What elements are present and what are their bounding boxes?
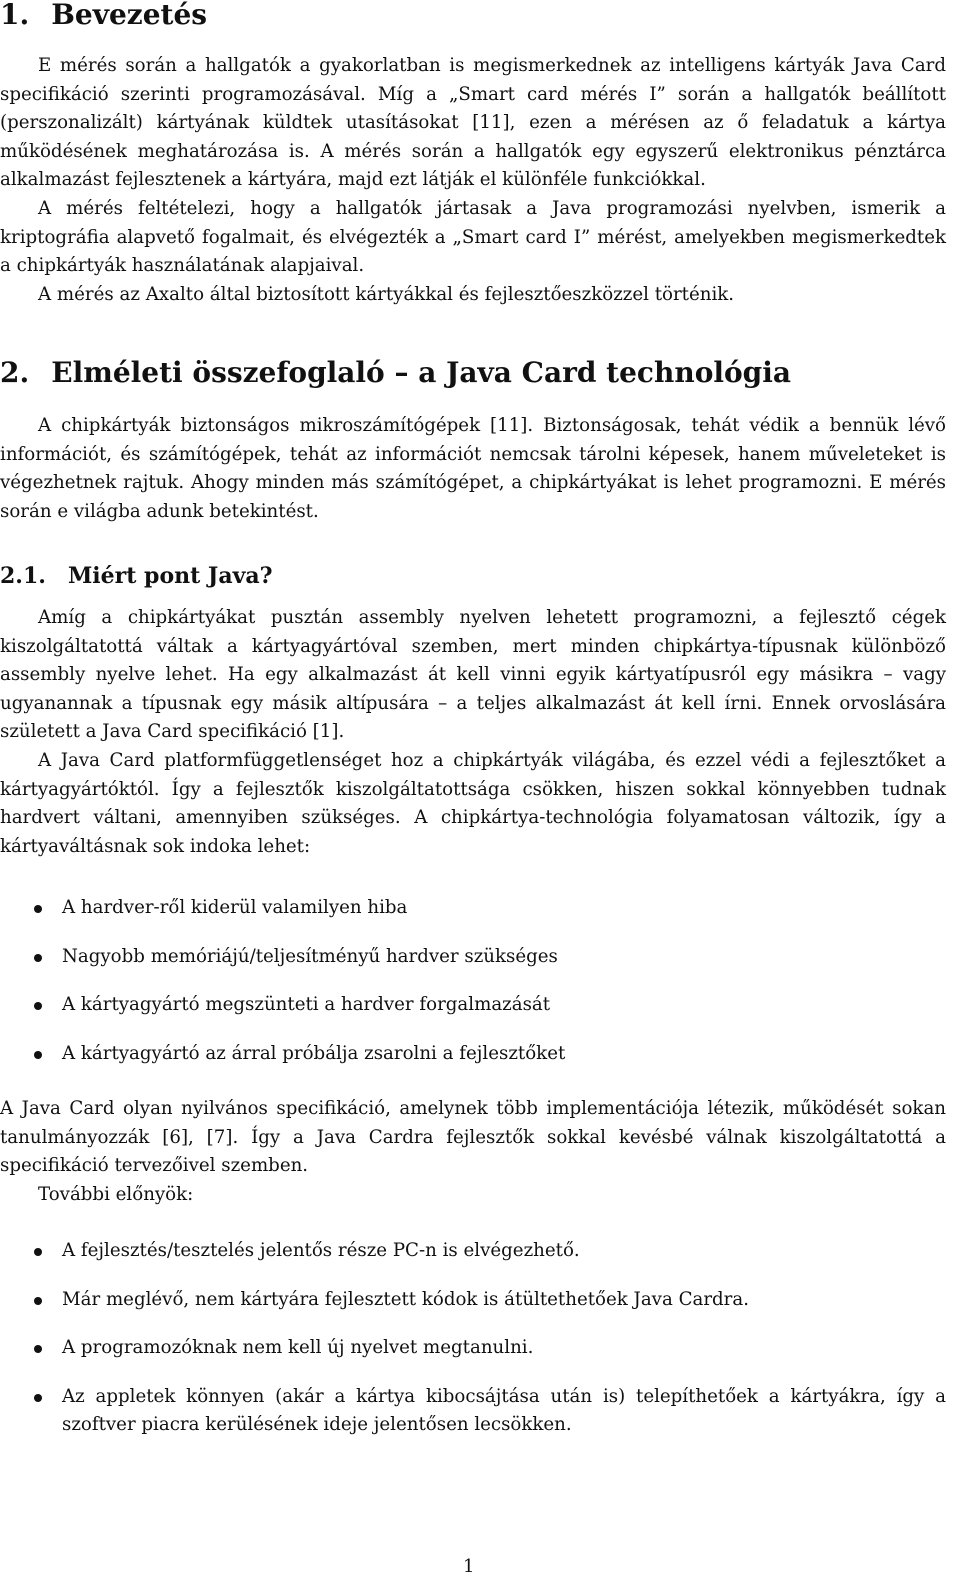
list-item xyxy=(0,1286,946,1315)
list-item-text: A kártyagyártó az árral próbálja zsarolni a fejlesztőket xyxy=(62,1042,566,1064)
section-2-1-body-top xyxy=(0,604,946,861)
bullet-icon xyxy=(34,1394,42,1402)
section-1-body xyxy=(0,52,946,309)
section-2-heading xyxy=(0,358,791,388)
bullet-icon xyxy=(34,1297,42,1305)
section-1-paragraph-1: E mérés során a hallgatók a gyakorlatban is megismerkednek az intelligens kártyák Java Card specifikáció szerinti programozásával. Míg a „Smart card mérés I” során a hallgatók beállított (perszonalizált) kártyának küldtek utasításokat [11], ezen a mérésen az ő feladatuk a kártya működésének meghatározása is. A mérés során a hallgatók egy egyszerű elektronikus pénztárca alkalmazást fejlesztenek a kártyára, majd ezt látják el különféle funkciókkal. xyxy=(0,55,946,191)
bullet-icon xyxy=(34,954,42,962)
list-item-text: A kártyagyártó megszünteti a hardver forgalmazását xyxy=(62,994,551,1016)
list-item xyxy=(0,991,946,1020)
section-2-1-paragraph-3: A Java Card olyan nyilvános specifikáció, amelynek több implementációja létezik, működését sokan tanulmányozzák [6], [7]. Így a Java Cardra fejlesztők sokkal kevésbé válnak kiszolgáltatottá a specifikáció tervezőivel szemben. xyxy=(0,1098,946,1177)
reasons-list-container xyxy=(0,894,946,1088)
section-2-1-heading xyxy=(0,563,273,589)
section-2-1-number: 2.1. xyxy=(0,563,46,589)
section-2-title: Elméleti összefoglaló – a Java Card technológia xyxy=(51,356,792,389)
section-1-number: 1. xyxy=(0,0,30,31)
bullet-icon xyxy=(34,1051,42,1059)
bullet-icon xyxy=(34,1345,42,1353)
list-item-text: A fejlesztés/tesztelés jelentős része PC-n is elvégezhető. xyxy=(62,1240,580,1261)
list-item xyxy=(0,1040,946,1069)
section-2-number: 2. xyxy=(0,356,30,389)
section-2-paragraph-1: A chipkártyák biztonságos mikroszámítógépek [11]. Biztonságosak, tehát védik a bennük lévő információt, és számítógépek, tehát az információt nemcsak tárolni képesek, hanem műveleteket is végezhetnek rajtuk. Ahogy minden más számítógépet, a chipkártyákat is lehet programozni. E mérés során e világba adunk betekintést. xyxy=(0,415,946,522)
section-1-heading xyxy=(0,0,207,30)
list-item xyxy=(0,943,946,972)
section-2-1-paragraph-1: Amíg a chipkártyákat pusztán assembly nyelven lehetett programozni, a fejlesztő cégek kiszolgáltatottá váltak a kártyagyártóval szemben, mert minden chipkártya-típusnak különböző assembly nyelve lehet. Ha egy alkalmazást át kell vinni egyik kártyatípusról egy másikra – vagy ugyanannak a típusnak egy másik altípusára – a teljes alkalmazást át kell írni. Ennek orvoslására született a Java Card specifikáció [1]. xyxy=(0,607,946,743)
section-2-body xyxy=(0,412,946,526)
advantages-list-container xyxy=(0,1237,946,1460)
advantages-list xyxy=(0,1237,946,1440)
list-item xyxy=(0,1334,946,1363)
list-item xyxy=(0,894,946,923)
list-item-text: A hardver-ről kiderül valamilyen hiba xyxy=(62,897,408,918)
list-item-text: A programozóknak nem kell új nyelvet megtanulni. xyxy=(62,1337,534,1359)
list-item-text: Már meglévő, nem kártyára fejlesztett kódok is átültethetőek Java Cardra. xyxy=(62,1288,749,1310)
advantages-intro: További előnyök: xyxy=(38,1183,194,1205)
list-item xyxy=(0,1237,946,1266)
bullet-icon xyxy=(34,1002,42,1010)
bullet-icon xyxy=(34,905,42,913)
section-1-paragraph-2: A mérés feltételezi, hogy a hallgatók jártasak a Java programozási nyelvben, ismerik a kriptográfia alapvető fogalmait, és elvégezték a „Smart card I” mérést, amelyekben megismerkedtek a chipkártyák használatának alapjaival. xyxy=(0,197,946,277)
section-2-1-title: Miért pont Java? xyxy=(67,563,273,589)
list-item-text: Nagyobb memóriájú/teljesítményű hardver szükséges xyxy=(62,945,558,967)
page-number: 1 xyxy=(463,1556,475,1577)
list-item-text: Az appletek könnyen (akár a kártya kibocsájtása után is) telepíthetőek a kártyákra, így a szoftver piacra kerülésének ideje jelentősen lecsökken. xyxy=(62,1385,946,1436)
section-2-1-body-middle xyxy=(0,1095,946,1209)
reasons-list xyxy=(0,894,946,1068)
list-item xyxy=(0,1383,946,1440)
section-2-1-paragraph-2: A Java Card platformfüggetlenséget hoz a chipkártyák világába, és ezzel védi a fejlesztőket a kártyagyártóktól. Így a fejlesztők kiszolgáltatottsága csökken, hiszen sokkal könnyebben tudnak hardvert váltani, amennyiben szükséges. A chipkártya-technológia folyamatosan változik, így a kártyaváltásnak sok indoka lehet: xyxy=(0,749,946,857)
bullet-icon xyxy=(34,1248,42,1256)
section-1-title: Bevezetés xyxy=(51,0,208,31)
section-1-paragraph-3: A mérés az Axalto által biztosított kártyákkal és fejlesztőeszközzel történik. xyxy=(38,283,735,305)
